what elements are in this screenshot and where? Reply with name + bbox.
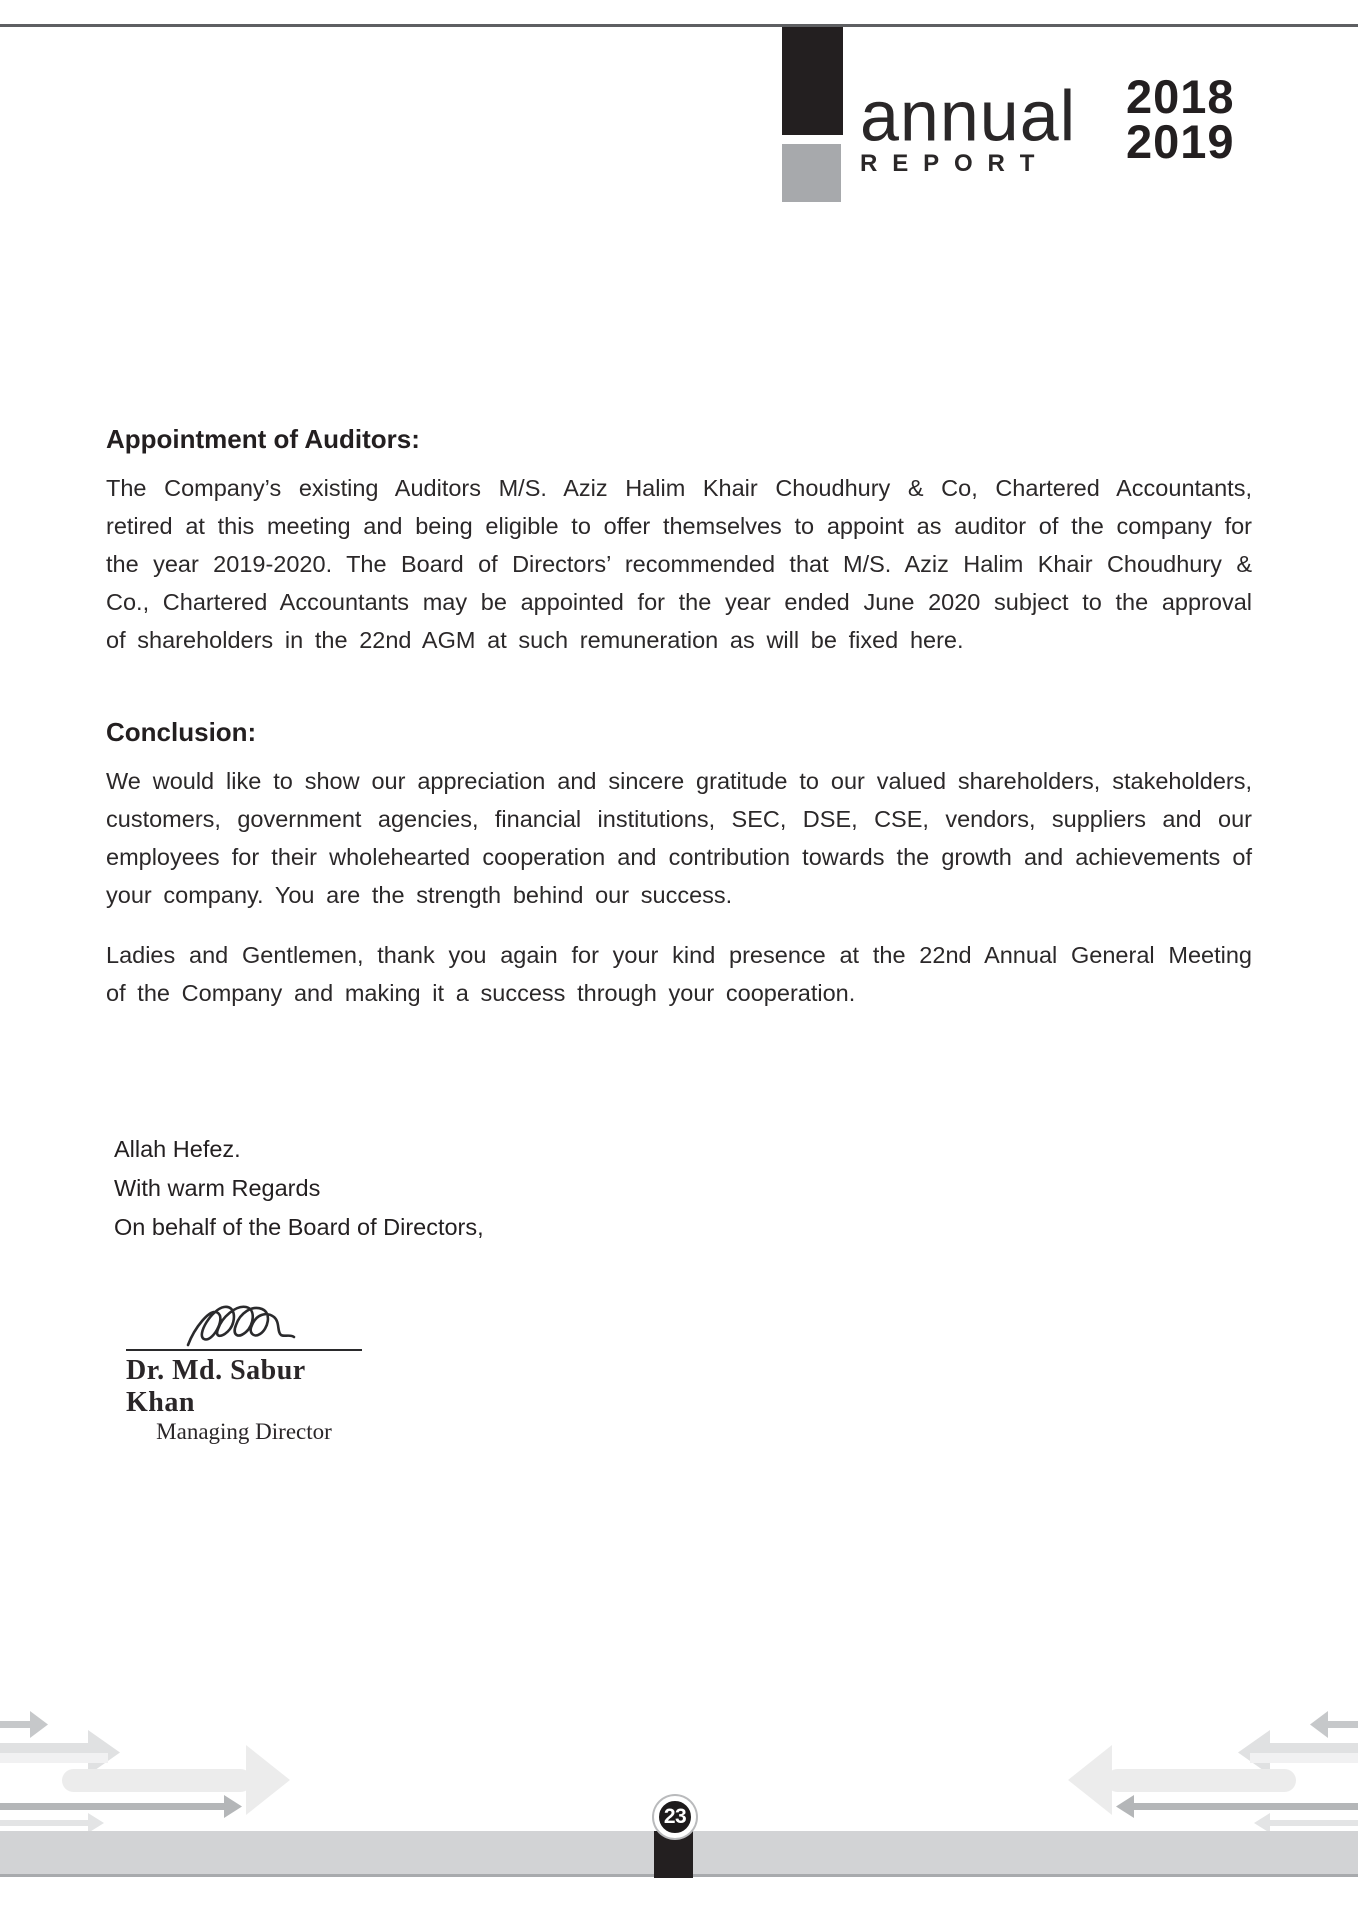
arrow-left-icon <box>1068 1745 1112 1815</box>
arrow-right-icon <box>88 1813 104 1833</box>
signoff-line: Allah Hefez. <box>114 1136 241 1162</box>
footer-black-tab <box>654 1831 693 1878</box>
logo-word-annual: annual <box>860 76 1077 156</box>
page-number: 23 <box>663 1805 687 1828</box>
section-conclusion <box>106 717 1252 1012</box>
logo-word-report: REPORT <box>860 150 1050 177</box>
signoff-line: On behalf of the Board of Directors, <box>114 1214 484 1240</box>
signature-squiggle-icon <box>184 1299 302 1355</box>
report-body <box>106 424 1252 1445</box>
arrow-left-icon <box>1267 1820 1358 1826</box>
footer-arrows-right <box>1058 1700 1358 1836</box>
section-paragraph: The Company’s existing Auditors M/S. Aziz Halim Khair Choudhury & Co, Chartered Accountants, retired at this meeting and being eligible to offer themselves to appoint as auditor of the company for the year 2019-2020. The Board of Directors’ recommended that M/S. Aziz Halim Khair Choudhury & Co., Chartered Accountants may be appointed for the year ended June 2020 subject to the approval of shareholders in the 22nd AGM at such remuneration as will be fixed here. <box>106 475 1252 653</box>
arrow-right-icon <box>30 1711 48 1738</box>
section-paragraph: Ladies and Gentlemen, thank you again for your kind presence at the 22nd Annual General Meeting of the Company and making it a success through your cooperation. <box>106 942 1252 1006</box>
arrow-left-icon <box>1106 1769 1296 1792</box>
arrow-left-icon <box>1310 1711 1328 1738</box>
logo-gray-block <box>782 144 841 202</box>
signoff-line: With warm Regards <box>114 1175 321 1201</box>
signoff-block <box>114 1130 1252 1247</box>
arrow-left-icon <box>1131 1803 1358 1810</box>
footer-arrows-left <box>0 1700 300 1836</box>
signatory-name: Dr. Md. Sabur Khan <box>126 1355 306 1418</box>
arrow-right-icon <box>0 1820 91 1826</box>
logo-black-block <box>782 27 843 135</box>
arrow-right-icon <box>0 1803 227 1810</box>
arrow-left-icon <box>1250 1753 1358 1763</box>
page-number-badge <box>654 1796 696 1838</box>
section-appointment-of-auditors <box>106 424 1252 659</box>
arrow-right-icon <box>224 1795 242 1818</box>
section-heading: Appointment of Auditors: <box>106 424 420 454</box>
top-rule-divider <box>0 24 1358 27</box>
signature-rule <box>126 1349 362 1351</box>
arrow-right-icon <box>246 1745 290 1815</box>
logo-year-bottom: 2019 <box>1126 115 1235 168</box>
arrow-right-icon <box>0 1721 32 1728</box>
logo-year-top: 2018 <box>1126 70 1235 123</box>
arrow-right-icon <box>62 1769 252 1792</box>
signature-block <box>126 1299 366 1445</box>
signatory-title: Managing Director <box>156 1419 332 1444</box>
arrow-left-icon <box>1254 1813 1270 1833</box>
section-heading: Conclusion: <box>106 717 257 747</box>
arrow-right-icon <box>0 1753 108 1763</box>
arrow-left-icon <box>1326 1721 1358 1728</box>
arrow-left-icon <box>1116 1795 1134 1818</box>
section-paragraph: We would like to show our appreciation and sincere gratitude to our valued shareholders, stakeholders, customers, government agencies, financial institutions, SEC, DSE, CSE, vendors, suppliers and our employees for their wholehearted cooperation and contribution towards the growth and achievements of your company. You are the strength behind our success. <box>106 768 1252 908</box>
